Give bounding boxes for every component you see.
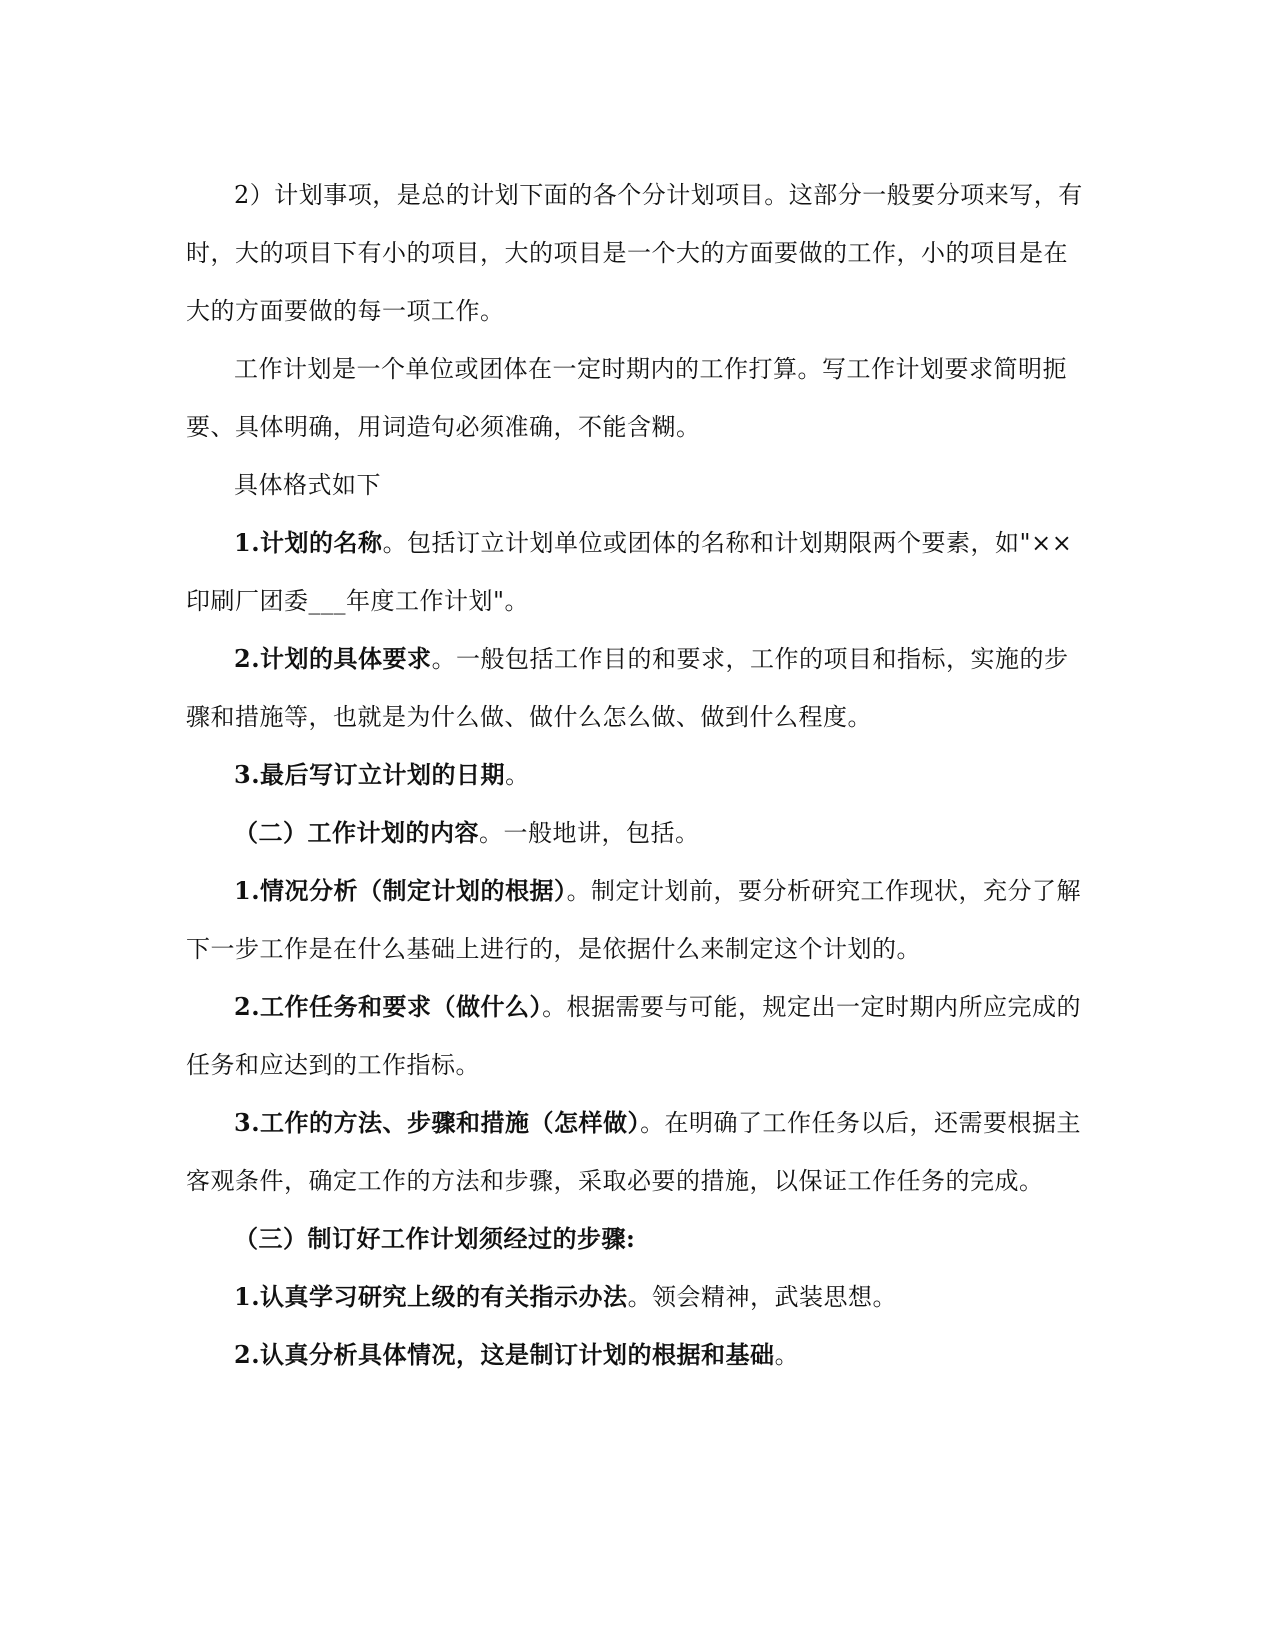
- section-heading-plan-steps: [186, 1210, 1086, 1268]
- paragraph-heading: 1.情况分析（制定计划的根据）: [234, 876, 567, 905]
- paragraph-text: 。一般地讲，包括。: [479, 819, 700, 847]
- paragraph-plan-requirements: [186, 630, 1086, 746]
- paragraph-plan-date: [186, 746, 1086, 804]
- paragraph-text: 。在明确了工作任务以后，还需要根据主客观条件，确定工作的方法和步骤，采取必要的措施，以保证工作任务的完成。: [186, 1109, 1082, 1195]
- paragraph-text: 工作计划是一个单位或团体在一定时期内的工作打算。写工作计划要求简明扼要、具体明确，用词造句必须准确，不能含糊。: [186, 355, 1067, 441]
- paragraph-tasks-requirements: [186, 978, 1086, 1094]
- paragraph-text: 具体格式如下: [234, 471, 381, 499]
- paragraph-heading: 2.工作任务和要求（做什么）: [234, 992, 543, 1021]
- paragraph-text: 。: [505, 761, 530, 789]
- section-heading-plan-content: [186, 804, 1086, 862]
- paragraph-text: 。领会精神，武装思想。: [627, 1283, 898, 1311]
- paragraph-plan-name: [186, 514, 1086, 630]
- paragraph-methods-steps: [186, 1094, 1086, 1210]
- paragraph-heading: （二）工作计划的内容: [234, 818, 479, 847]
- paragraph-heading: 3.工作的方法、步骤和措施（怎样做）: [234, 1108, 641, 1137]
- paragraph-text: 。根据需要与可能，规定出一定时期内所应完成的任务和应达到的工作指标。: [186, 993, 1082, 1079]
- paragraph-heading: 1.计划的名称: [234, 528, 383, 557]
- paragraph-plan-definition: [186, 340, 1086, 456]
- paragraph-heading: 3.最后写订立计划的日期: [234, 760, 506, 789]
- paragraph-heading: （三）制订好工作计划须经过的步骤:: [234, 1224, 636, 1253]
- paragraph-heading: 2.认真分析具体情况，这是制订计划的根据和基础: [234, 1340, 775, 1369]
- paragraph-analyze-situation: [186, 1326, 1086, 1384]
- paragraph-format-intro: [186, 456, 1086, 514]
- paragraph-text: 。包括订立计划单位或团体的名称和计划期限两个要素，如"××印刷厂团委___年度工作计划"。: [186, 529, 1073, 615]
- paragraph-text: 。一般包括工作目的和要求，工作的项目和指标，实施的步骤和措施等，也就是为什么做、做什么怎么做、做到什么程度。: [186, 645, 1069, 731]
- paragraph-situation-analysis: [186, 862, 1086, 978]
- paragraph-text: 。制定计划前，要分析研究工作现状，充分了解下一步工作是在什么基础上进行的，是依据什么来制定这个计划的。: [186, 877, 1082, 963]
- paragraph-plan-items: [186, 166, 1086, 340]
- paragraph-heading: 2.计划的具体要求: [234, 644, 432, 673]
- paragraph-heading: 1.认真学习研究上级的有关指示办法: [234, 1282, 628, 1311]
- paragraph-text: 。: [774, 1341, 800, 1369]
- document-body: [186, 166, 1086, 1384]
- paragraph-study-instructions: [186, 1268, 1086, 1326]
- paragraph-text: 2）计划事项，是总的计划下面的各个分计划项目。这部分一般要分项来写，有时，大的项目下有小的项目，大的项目是一个大的方面要做的工作，小的项目是在大的方面要做的每一项工作。: [186, 181, 1083, 325]
